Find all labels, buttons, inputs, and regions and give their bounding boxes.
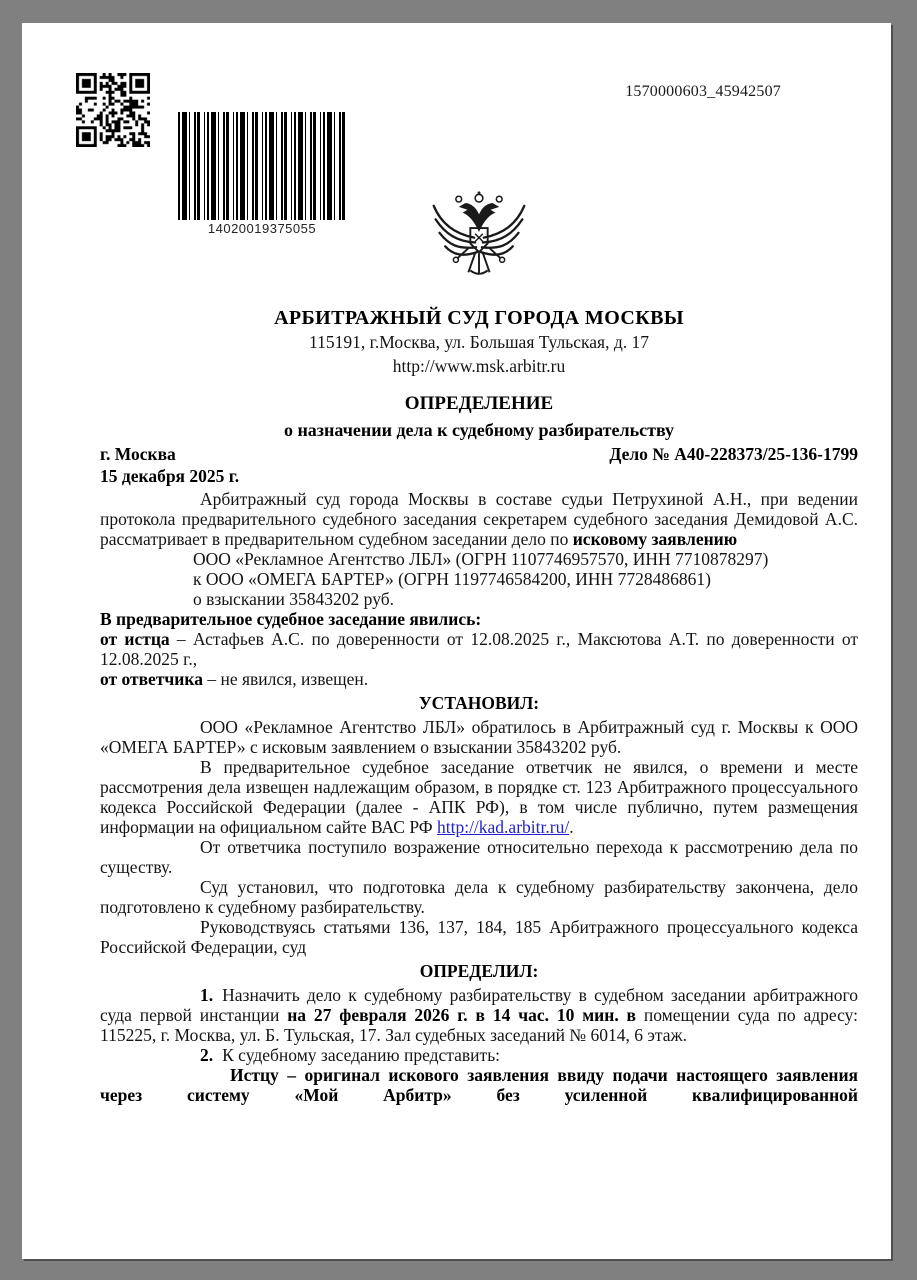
ruling-item-1-post: помещении суда по адресу: 115225, г. Москва, ул. Б. Тульская, 17. Зал судебных заседаний № 6014, 6 этаж. [100,1005,858,1045]
city-label: г. Москва [100,444,176,464]
ruling-item-1-number: 1. [200,985,214,1005]
case-number: Дело № А40-228373/25-136-1799 [609,444,858,464]
document-content [100,23,858,1105]
document-date: 15 декабря 2025 г. [100,466,240,486]
defendant-label: от ответчика [100,669,203,689]
coat-of-arms-icon [426,190,532,294]
established-p2-text: В предварительное судебное заседание ответчик не явился, о времени и месте рассмотрения дела извещен надлежащим образом, в порядке ст. 123 Арбитражного процессуального кодекса Российской Федерации (далее - АПК РФ), в том числе публично, путем размещения информации на официальном сайте ВАС РФ [100,757,858,837]
ruling-item-1 [100,985,858,1045]
document-page [22,23,891,1259]
defendant-text: – не явился, извещен. [202,669,369,689]
city-case-row [100,443,858,465]
document-body [100,489,858,1105]
intro-paragraph [100,489,858,549]
established-p2-tail: . [569,817,574,837]
court-website: http://www.msk.arbitr.ru [392,356,566,376]
attendance-defendant [100,669,858,689]
ruling-item-2 [100,1045,858,1065]
ruling-item-1-pre: Назначить дело к судебному разбирательству в судебном заседании арбитражного суда первой инстанции [100,985,858,1025]
ruling-item-1-bold: на 27 февраля 2026 г. в 14 час. 10 мин. в [287,1005,637,1025]
ruling-heading: ОПРЕДЕЛИЛ: [419,961,539,981]
established-p5: Руководствуясь статьями 136, 137, 184, 185 Арбитражного процессуального кодекса Российской Федерации, суд [100,917,858,957]
document-id: 1570000603_45942507 [625,83,781,100]
established-p3: От ответчика поступило возражение относительно перехода к рассмотрению дела по существу. [100,837,858,877]
established-p2 [100,757,858,837]
ruling-item-2-text: К судебному заседанию представить: [222,1045,501,1065]
plaintiff-text: – Астафьев А.С. по доверенности от 12.08.2025 г., Максютова А.Т. по доверенности от 12.08.2025 г., [100,629,858,669]
document-title: ОПРЕДЕЛЕНИЕ [404,393,554,414]
document-subtitle: о назначении дела к судебному разбирательству [283,420,675,440]
intro-text: Арбитражный суд города Москвы в составе судьи Петрухиной А.Н., при ведении протокола предварительного судебного заседания секретарем судебного заседания Демидовой А.С. рассматривает в предварительном судебном заседании дело по [100,489,858,549]
claim-line: о взыскании 35843202 руб. [193,589,394,609]
claimant-line: ООО «Рекламное Агентство ЛБЛ» (ОГРН 1107746957570, ИНН 7710878297) [193,549,769,569]
intro-bold: исковому заявлению [572,529,738,549]
court-address: 115191, г.Москва, ул. Большая Тульская, д. 17 [309,332,649,352]
parties-block [100,549,858,609]
barcode-number: 14020019375055 [207,221,317,236]
ruling-item-2-number: 2. [200,1045,214,1065]
established-p4: Суд установил, что подготовка дела к судебному разбирательству закончена, дело подготовлено к судебному разбирательству. [100,877,858,917]
defendant-line: к ООО «ОМЕГА БАРТЕР» (ОГРН 1197746584200, ИНН 7728486861) [193,569,711,589]
attendance-heading: В предварительное судебное заседание явились: [100,609,482,629]
court-name: АРБИТРАЖНЫЙ СУД ГОРОДА МОСКВЫ [274,307,684,329]
established-heading: УСТАНОВИЛ: [418,693,540,713]
ruling-item-3: Истцу – оригинал искового заявления ввиду подачи настоящего заявления через систему «Мой Арбитр» без усиленной квалифицированной [100,1065,858,1105]
attendance-plaintiff [100,629,858,669]
established-p1: ООО «Рекламное Агентство ЛБЛ» обратилось в Арбитражный суд г. Москвы к ООО «ОМЕГА БАРТЕР» с исковым заявлением о взыскании 35843202 руб. [100,717,858,757]
plaintiff-label: от истца [100,629,170,649]
kad-arbitr-link[interactable]: http://kad.arbitr.ru/ [436,817,570,837]
